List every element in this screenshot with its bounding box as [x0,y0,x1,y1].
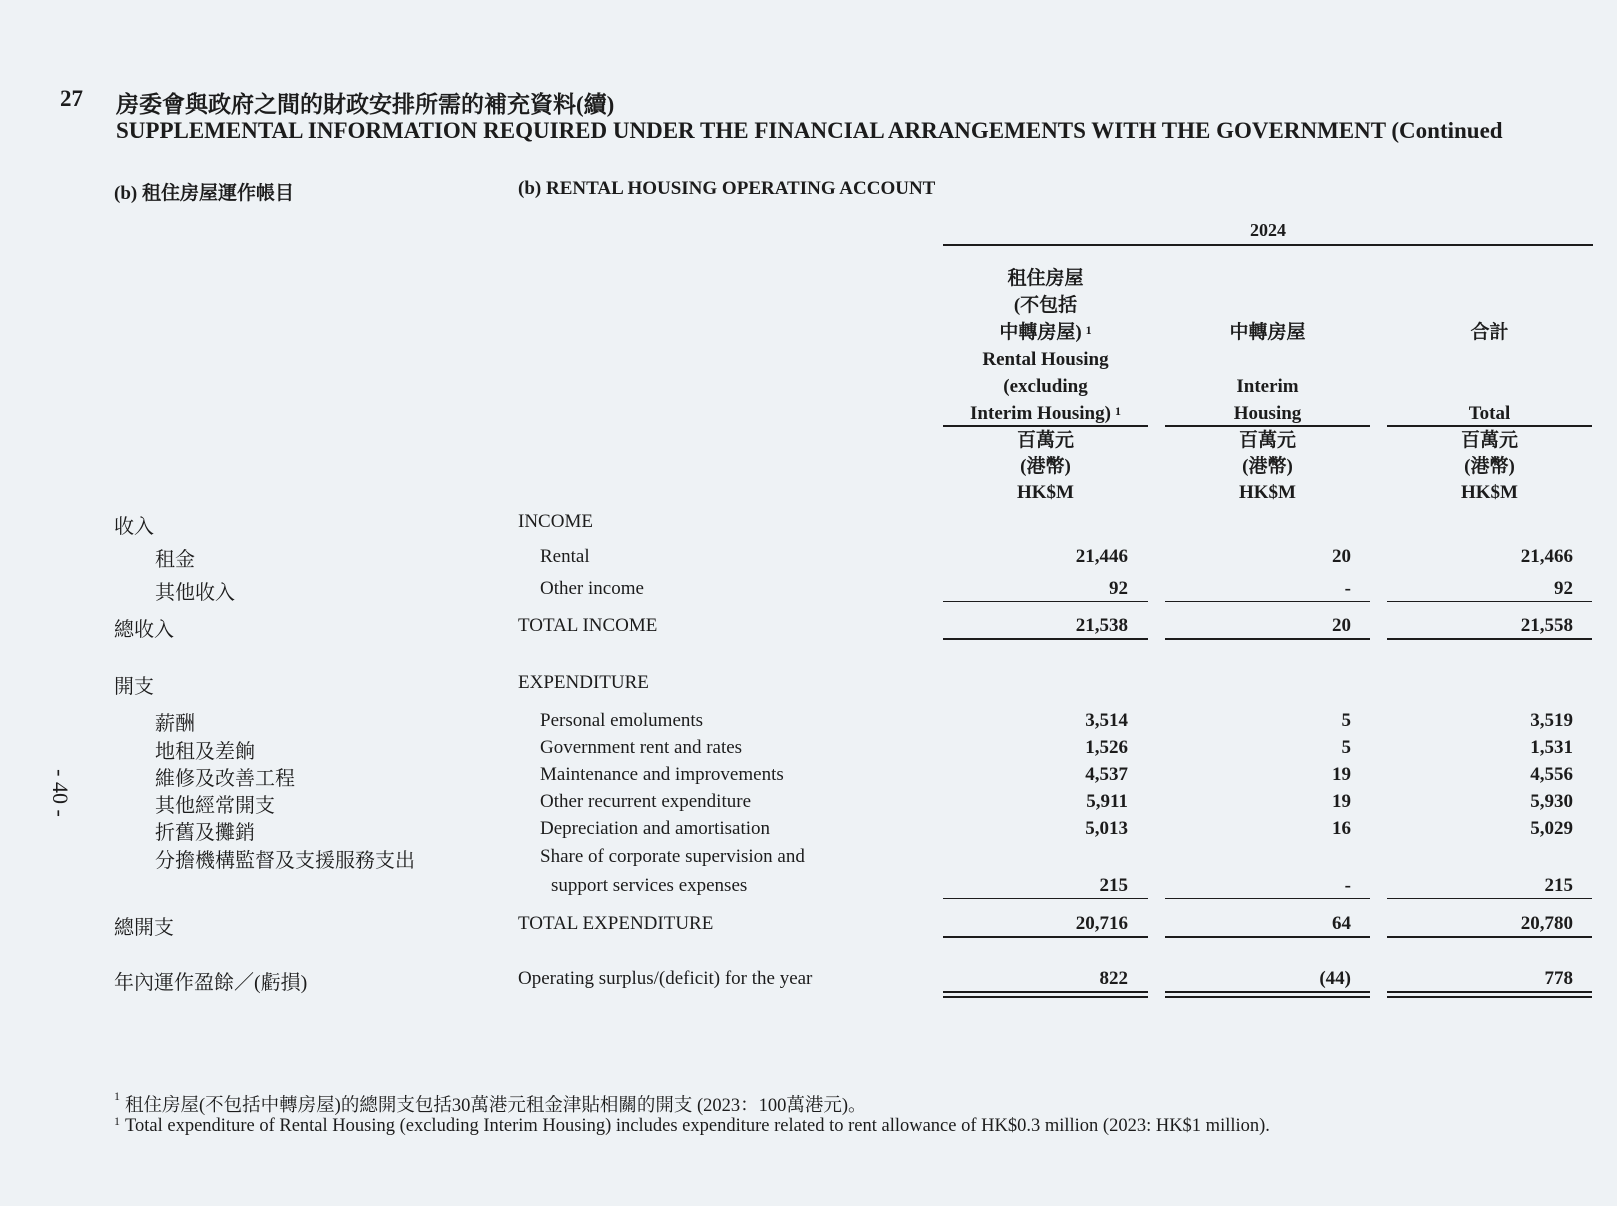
row-label-en: Personal emoluments [540,710,704,731]
cell-value: 5 [1341,737,1351,758]
cell-value: 92 [1109,578,1128,599]
subtotal-rule [1165,601,1370,602]
col1-line-1: (不包括 [1013,295,1078,316]
unit-line: HK$M [1017,482,1074,503]
cell-value: - [1344,875,1351,896]
cell-value: 3,514 [1085,710,1128,731]
cell-value: 19 [1332,791,1351,812]
subtotal-rule [943,898,1148,899]
total-rule [1165,638,1370,640]
cell-value: 1,526 [1085,737,1128,758]
income-heading-en: INCOME [518,511,593,532]
col3-line-1: Total [1468,403,1511,424]
cell-value: 822 [1099,968,1128,989]
unit-line: 百萬元 [1016,430,1074,451]
total-rule [1387,936,1592,938]
row-label-zh: 年內運作盈餘／(虧損) [114,972,308,994]
cell-value: 3,519 [1530,710,1573,731]
subtotal-rule [1387,601,1592,602]
unit-label-col2 [1165,428,1370,506]
row-label-en: Depreciation and amortisation [540,818,771,839]
subsection-title-en: (b) RENTAL HOUSING OPERATING ACCOUNT [518,178,936,199]
double-total-rule [1165,991,1370,998]
row-label-zh: 分擔機構監督及支援服務支出 [155,850,415,872]
column-header-rental-housing [943,265,1148,427]
row-label-zh: 維修及改善工程 [155,768,295,790]
row-label-zh: 總開支 [114,917,174,939]
column-header-total [1387,319,1592,427]
cell-value: 21,466 [1520,546,1573,567]
row-label-zh: 其他經常開支 [155,795,275,817]
cell-value: 21,538 [1075,615,1128,636]
total-rule [1387,638,1592,640]
section-title-zh: 房委會與政府之間的財政安排所需的補充資料(續) [116,92,615,117]
row-label-en: Share of corporate supervision and [540,846,805,867]
col2-line-0: 中轉房屋 [1229,322,1306,343]
cell-value: 4,556 [1530,764,1573,785]
expenditure-heading-zh: 開支 [114,676,154,698]
col1-line-3: Rental Housing [982,349,1109,370]
cell-value: (44) [1319,968,1351,989]
section-title-en: SUPPLEMENTAL INFORMATION REQUIRED UNDER THE FINANCIAL ARRANGEMENTS WITH THE GOVERNMENT (Continued [116,118,1503,143]
row-label-en: Government rent and rates [540,737,743,758]
cell-value: 16 [1332,818,1351,839]
column-rule [1387,425,1592,427]
cell-value: - [1344,578,1351,599]
footnote-en [114,1116,1270,1137]
unit-line: HK$M [1461,482,1518,503]
unit-line: 百萬元 [1238,430,1296,451]
row-label-en: Other income [540,578,644,599]
expenditure-heading-en: EXPENDITURE [518,672,649,693]
cell-value: 5,029 [1530,818,1573,839]
subtotal-rule [1387,898,1592,899]
footnote-mark: 1 [1114,404,1121,418]
cell-value: 20 [1332,615,1351,636]
cell-value: 19 [1332,764,1351,785]
column-header-interim-housing [1165,319,1370,427]
subtotal-rule [943,601,1148,602]
footnote-text-zh: 租住房屋(不包括中轉房屋)的總開支包括30萬港元租金津貼相關的開支 (2023：100萬港元)。 [125,1096,867,1116]
footnote-mark: 1 [114,1089,120,1103]
row-label-en: Rental [540,546,590,567]
row-label-zh: 薪酬 [155,713,195,735]
row-label-zh: 總收入 [114,619,174,641]
unit-line: (港幣) [1020,456,1071,477]
unit-line: (港幣) [1464,456,1515,477]
row-label-en-continued: support services expenses [551,875,748,896]
unit-line: (港幣) [1242,456,1293,477]
income-heading-zh: 收入 [114,516,154,538]
col2-line-1: Interim [1236,376,1299,397]
col3-line-0: 合計 [1470,322,1509,343]
cell-value: 64 [1332,913,1351,934]
cell-value: 778 [1544,968,1573,989]
row-label-en: Maintenance and improvements [540,764,784,785]
footnote-mark: 1 [114,1114,120,1128]
total-rule [1165,936,1370,938]
total-rule [943,638,1148,640]
footnote-zh [114,1091,867,1117]
unit-line: HK$M [1239,482,1296,503]
col1-line-0: 租住房屋 [1007,268,1084,289]
cell-value: 5 [1341,710,1351,731]
cell-value: 21,446 [1075,546,1128,567]
cell-value: 20,780 [1520,913,1573,934]
cell-value: 92 [1554,578,1573,599]
cell-value: 20,716 [1075,913,1128,934]
unit-line: 百萬元 [1460,430,1518,451]
cell-value: 21,558 [1520,615,1573,636]
section-number: 27 [60,86,83,111]
row-label-en: TOTAL EXPENDITURE [518,913,714,934]
double-total-rule [1387,991,1592,998]
cell-value: 1,531 [1530,737,1573,758]
year-header: 2024 [1250,220,1286,240]
page-number: - 40 - [47,769,73,817]
col1-line-2: 中轉房屋) [999,322,1082,343]
cell-value: 20 [1332,546,1351,567]
total-rule [943,936,1148,938]
col1-line-4: (excluding [1003,376,1088,397]
cell-value: 5,930 [1530,791,1573,812]
unit-label-col1 [943,428,1148,506]
footnote-mark: 1 [1085,323,1092,337]
column-rule [1165,425,1370,427]
footnote-text-en: Total expenditure of Rental Housing (excluding Interim Housing) includes expenditure related to rent allowance of HK$0.3 million (2023: HK$1 million). [125,1116,1270,1136]
unit-label-col3 [1387,428,1592,506]
cell-value: 4,537 [1085,764,1128,785]
row-label-zh: 租金 [155,549,195,571]
row-label-zh: 地租及差餉 [155,741,255,763]
col1-line-5: Interim Housing) [970,403,1111,424]
column-rule [943,425,1148,427]
cell-value: 215 [1099,875,1128,896]
subtotal-rule [1165,898,1370,899]
subsection-title-zh: (b) 租住房屋運作帳目 [114,183,294,204]
cell-value: 215 [1544,875,1573,896]
year-rule [943,244,1593,246]
cell-value: 5,911 [1086,791,1128,812]
row-label-zh: 其他收入 [155,582,235,604]
row-label-en: Other recurrent expenditure [540,791,752,812]
double-total-rule [943,991,1148,998]
col2-line-2: Housing [1233,403,1302,424]
cell-value: 5,013 [1085,818,1128,839]
row-label-en: TOTAL INCOME [518,615,658,636]
row-label-en: Operating surplus/(deficit) for the year [518,968,813,989]
row-label-zh: 折舊及攤銷 [155,822,255,844]
